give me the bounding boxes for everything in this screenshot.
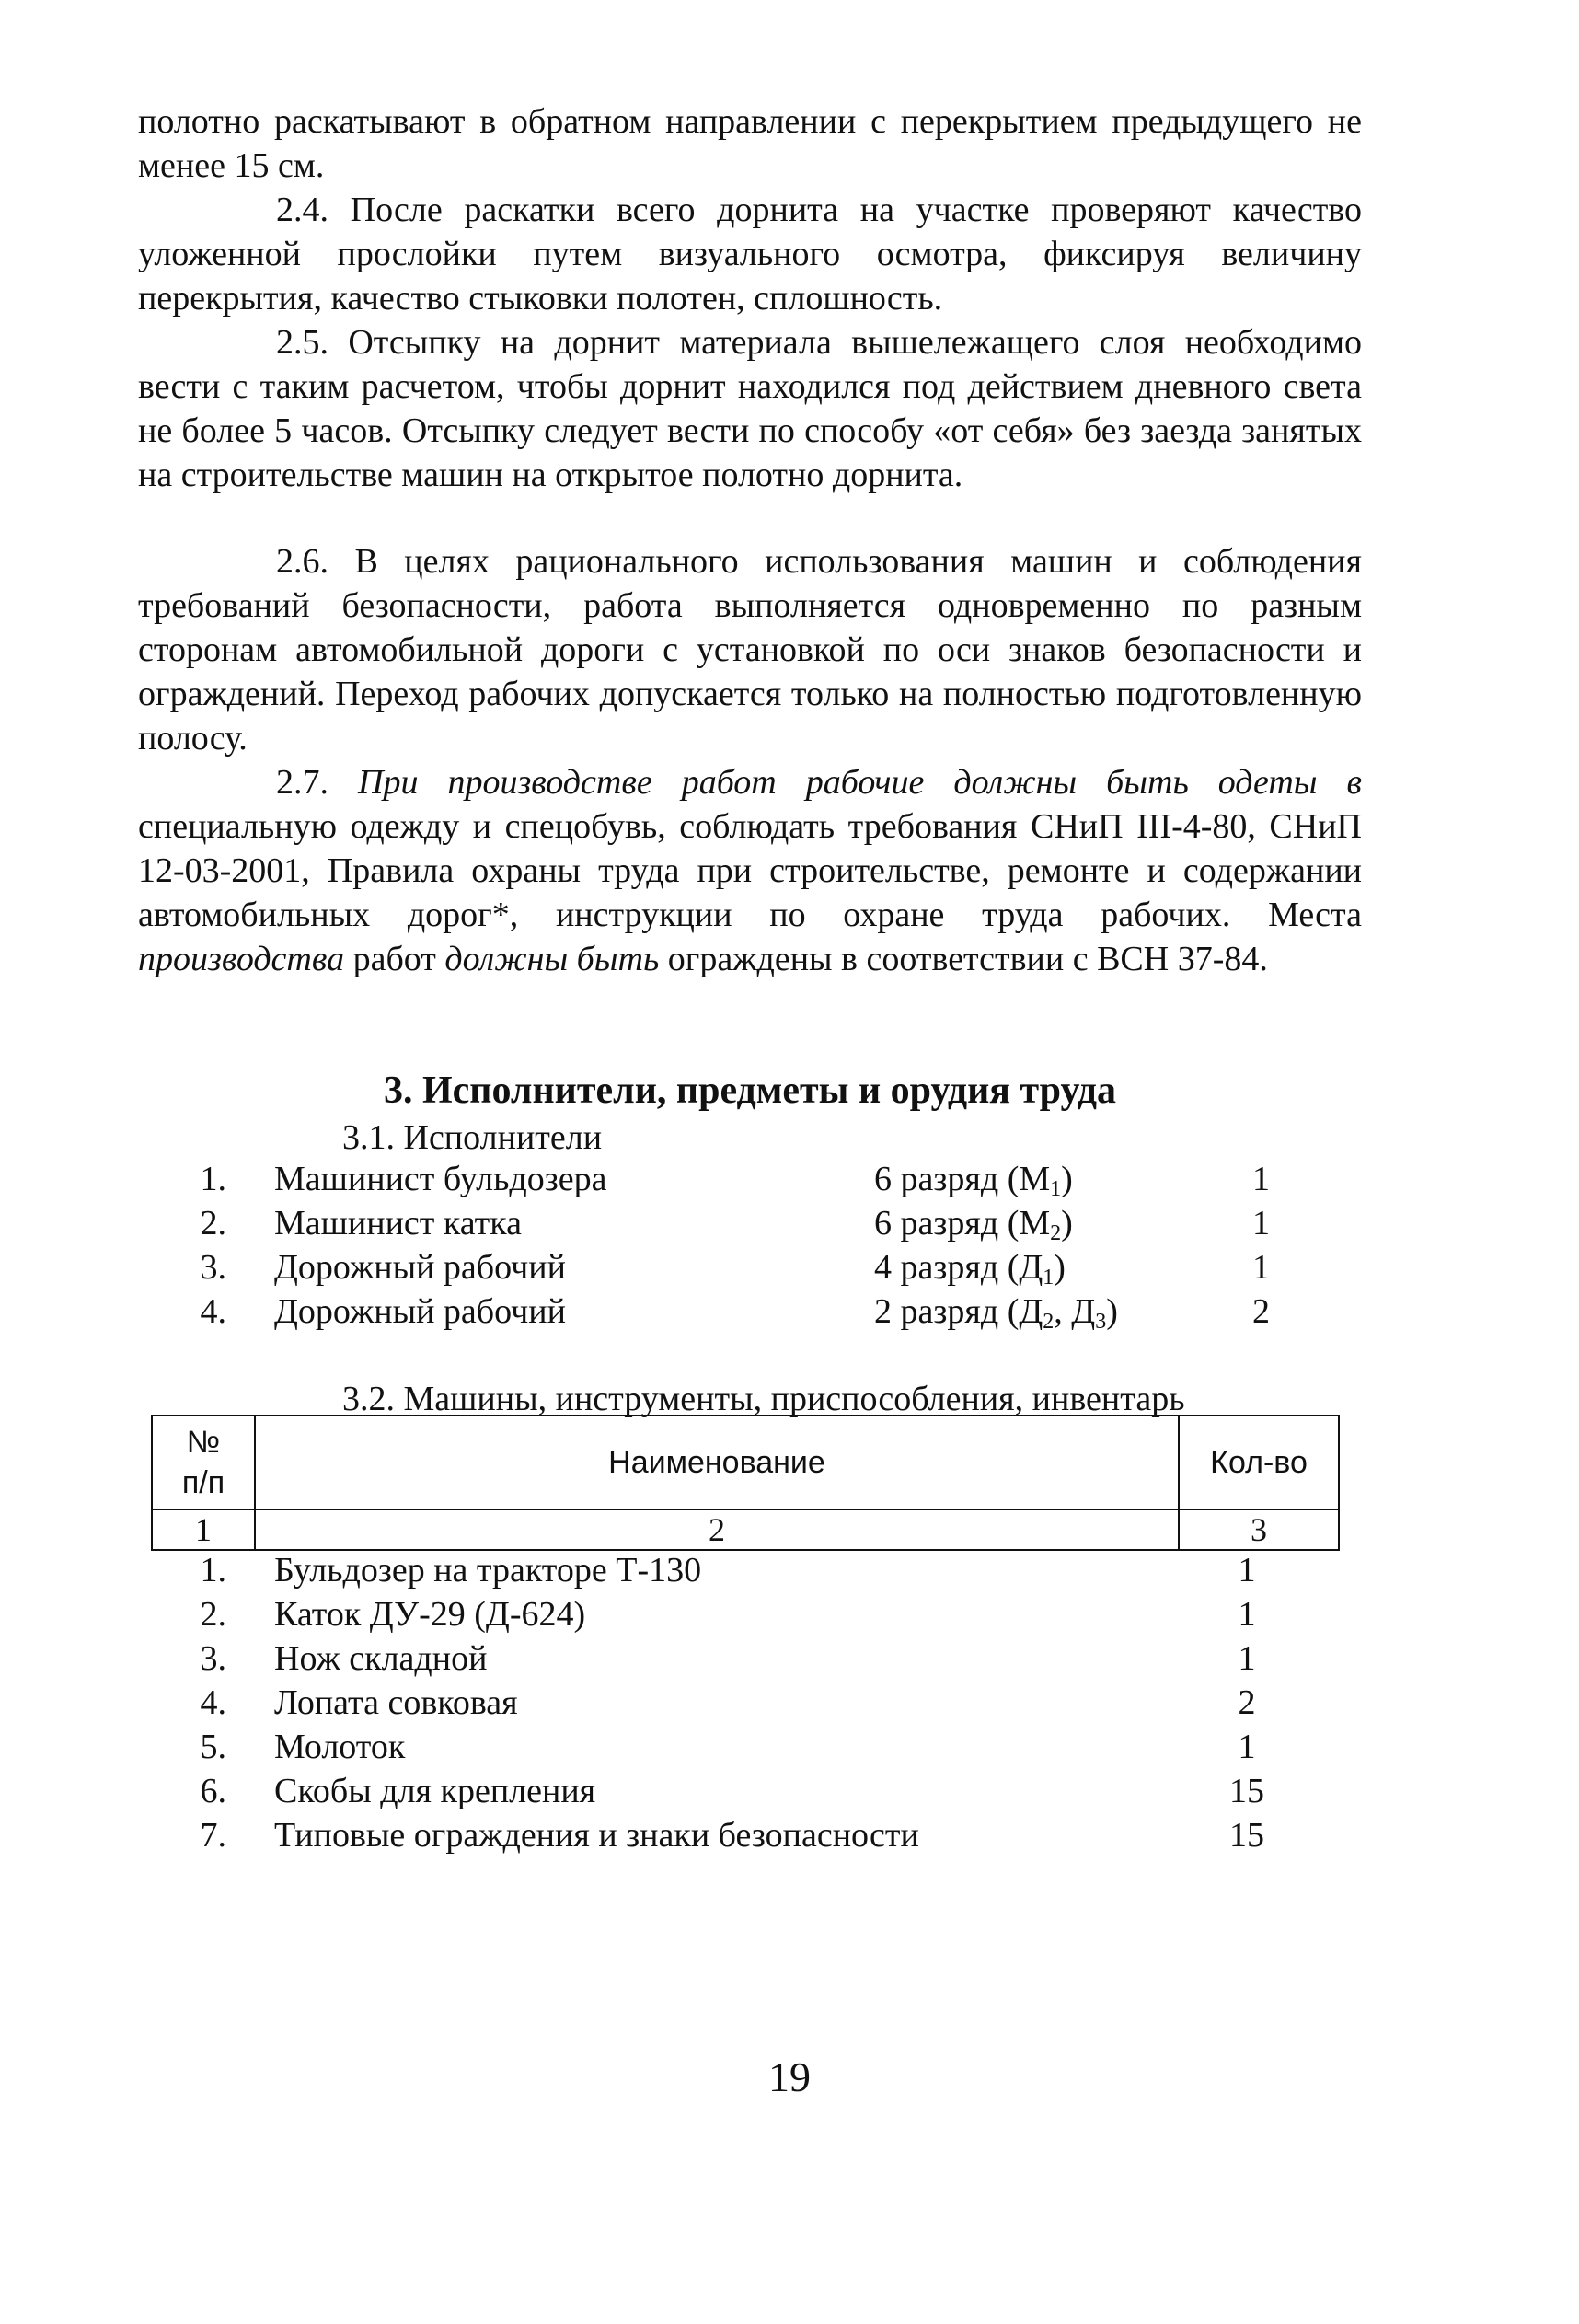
worker-grade: 4 разряд $(Д_1)$ <box>874 1248 1066 1289</box>
tool-quantity: 15 <box>1229 1772 1264 1810</box>
tool-name: Нож складной <box>274 1639 488 1678</box>
table-index-row <box>152 1509 1339 1550</box>
paragraph-2-7-body: специальную одежду и спецобувь, соблюдать требования СНиП III-4-80, СНиП 12-03-2001, Правила охраны труда при строительстве, ремонте и содержании автомобильных дорог*, инструкции по охране труда рабочих. Места <box>138 807 1362 934</box>
tool-name: Бульдозер на тракторе Т-130 <box>274 1551 702 1590</box>
worker-number: 3. <box>200 1248 226 1287</box>
tool-number: 3. <box>200 1639 226 1678</box>
worker-number: 2. <box>200 1204 226 1243</box>
worker-count: 2 <box>1252 1292 1270 1331</box>
paragraph-continuation: полотно раскатывают в обратном направлении с перекрытием предыдущего не менее 15 см. <box>138 102 1362 185</box>
worker-name: Дорожный рабочий <box>274 1292 566 1331</box>
column-index: 2 <box>255 1509 1179 1550</box>
table-row <box>0 1592 1579 1636</box>
table-row <box>0 1813 1579 1857</box>
paragraph-2-7-italic-lead: При производстве работ рабочие должны быть одеты в <box>358 763 1362 802</box>
worker-row <box>0 1201 1579 1245</box>
tool-name: Скобы для крепления <box>274 1772 596 1810</box>
subsection-3-2-title: 3.2. Машины, инструменты, приспособления, инвентарь <box>342 1380 1185 1418</box>
worker-name: Машинист катка <box>274 1204 523 1243</box>
tool-name: Лопата совковая <box>274 1683 518 1722</box>
worker-number: 1. <box>200 1160 226 1198</box>
worker-grade: 6 разряд $(М_1)$ <box>874 1160 1073 1201</box>
paragraph-2-7-works: работ <box>344 940 445 978</box>
tools-table-header <box>151 1415 1340 1551</box>
tool-number: 7. <box>200 1816 226 1855</box>
subsection-3-1-title: 3.1. Исполнители <box>342 1118 603 1157</box>
worker-name: Машинист бульдозера <box>274 1160 607 1198</box>
worker-number: 4. <box>200 1292 226 1331</box>
tool-quantity: 1 <box>1238 1551 1256 1590</box>
paragraph-2-7-italic-production: производства <box>138 940 345 978</box>
paragraph-2-7 <box>138 760 1362 981</box>
tool-name: Молоток <box>274 1728 406 1766</box>
tool-quantity: 1 <box>1238 1728 1256 1766</box>
tool-quantity: 15 <box>1229 1816 1264 1855</box>
table-header-row <box>152 1416 1339 1509</box>
tool-number: 5. <box>200 1728 226 1766</box>
tool-number: 1. <box>200 1551 226 1590</box>
table-row <box>0 1769 1579 1813</box>
table-row <box>0 1725 1579 1769</box>
paragraph-2-6: 2.6. В целях рационального использования машин и соблюдения требований безопасности, работа выполняется одновременно по разным сторонам автомобильной дороги с установкой по оси знаков безопасности и ограждений. Переход рабочих допускается только на полностью подготовленную полосу. <box>138 542 1362 757</box>
worker-grade: 6 разряд $(М_2)$ <box>874 1204 1073 1245</box>
paragraph-2-4: 2.4. После раскатки всего дорнита на участке проверяют качество уложенной прослойки путем визуального осмотра, фиксируя величину перекрытия, качество стыковки полотен, сплошность. <box>138 191 1362 318</box>
worker-grade: 2 разряд ($Д_2$, $Д_3$) <box>874 1292 1118 1334</box>
worker-name: Дорожный рабочий <box>274 1248 566 1287</box>
column-header-name: Наименование <box>255 1416 1179 1509</box>
tool-number: 2. <box>200 1595 226 1634</box>
worker-count: 1 <box>1252 1204 1270 1243</box>
page-number: 19 <box>768 2053 811 2100</box>
tool-number: 6. <box>200 1772 226 1810</box>
table-row <box>0 1681 1579 1725</box>
worker-count: 1 <box>1252 1160 1270 1198</box>
column-header-number: № п/п <box>152 1416 255 1509</box>
column-header-quantity: Кол-во <box>1179 1416 1339 1509</box>
tool-name: Типовые ограждения и знаки безопасности <box>274 1816 919 1855</box>
paragraph-2-5: 2.5. Отсыпку на дорнит материала вышележащего слоя необходимо вести с таким расчетом, чтобы дорнит находился под действием дневного света не более 5 часов. Отсыпку следует вести по способу «от себя» без заезда занятых на строительстве машин на открытое полотно дорнита. <box>138 323 1362 494</box>
tool-name: Каток ДУ-29 (Д-624) <box>274 1595 586 1634</box>
worker-count: 1 <box>1252 1248 1270 1287</box>
column-index: 3 <box>1179 1509 1339 1550</box>
tool-quantity: 1 <box>1238 1595 1256 1634</box>
worker-row <box>0 1157 1579 1201</box>
worker-row <box>0 1245 1579 1289</box>
tool-quantity: 2 <box>1238 1683 1256 1722</box>
paragraph-2-7-number: 2.7. <box>276 763 359 802</box>
section-3-heading: 3. Исполнители, предметы и орудия труда <box>383 1070 1117 1112</box>
tool-quantity: 1 <box>1238 1639 1256 1678</box>
table-row <box>0 1636 1579 1681</box>
column-index: 1 <box>152 1509 255 1550</box>
table-row <box>0 1548 1579 1592</box>
paragraph-2-7-italic-must: должны быть <box>444 940 660 978</box>
paragraph-2-7-tail: ограждены в соответствии с ВСН 37-84. <box>659 940 1268 978</box>
tool-number: 4. <box>200 1683 226 1722</box>
worker-row <box>0 1289 1579 1334</box>
